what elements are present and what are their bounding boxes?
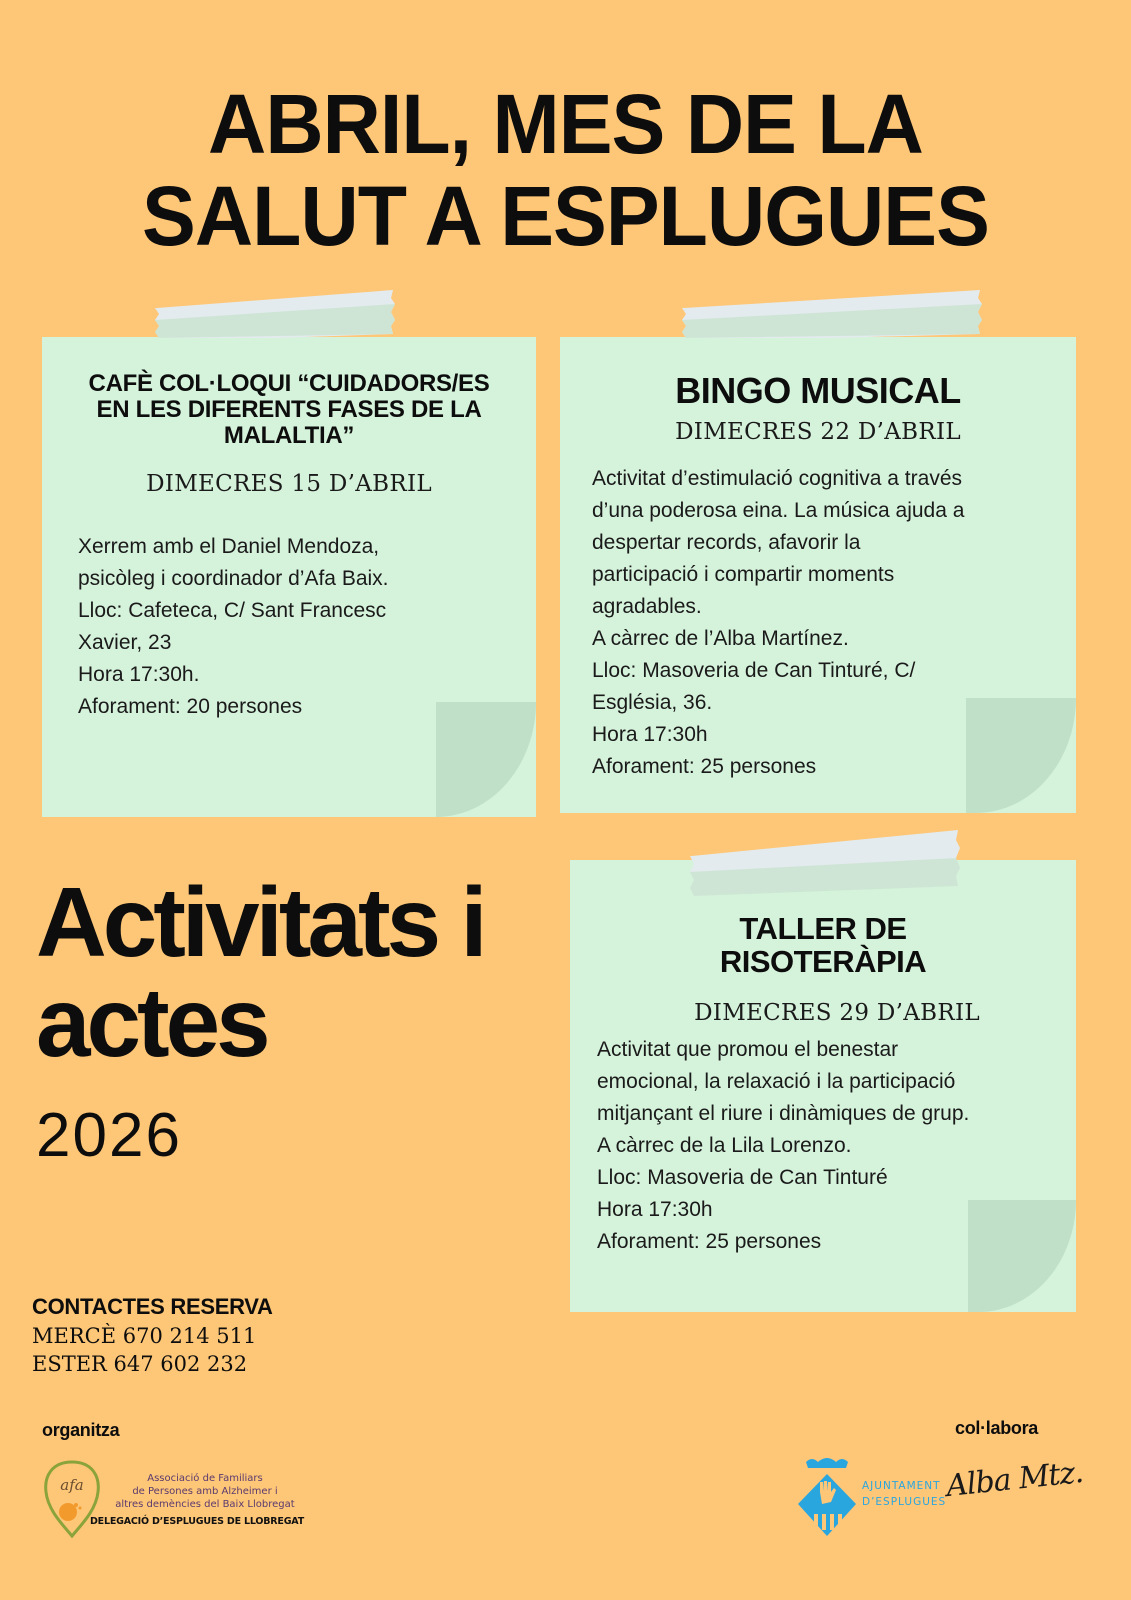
- organitza-label: organitza: [42, 1420, 120, 1440]
- event-title: CAFÈ COL·LOQUI “CUIDADORS/ES EN LES DIFERENTS FASES DE LA MALALTIA”: [88, 370, 490, 449]
- contacts-label: CONTACTES RESERVA: [32, 1294, 273, 1319]
- event-card-bingo-musical: [560, 337, 1076, 813]
- svg-text:afa: afa: [60, 1476, 84, 1494]
- event-description: Activitat que promou el benestar emocional, la relaxació i la participació mitjançant el riure i dinàmiques de grup. A càrrec de la Lila Lorenzo. Lloc: Masoveria de Can Tinturé Hora 17:30h Aforament: 25 persones: [597, 1038, 970, 1253]
- afa-association-name: Associació de Familiars de Persones amb Alzheimer i altres demències del Baix Llobregat: [115, 1473, 295, 1510]
- event-description: Activitat d’estimulació cognitiva a través d’una poderosa eina. La música ajuda a despertar records, afavorir la participació i compartir moments agradables. A càrrec de l’Alba Martínez. Lloc: Masoveria de Can Tinturé, C/ Església, 36. Hora 17:30h Aforament: 25 persones: [592, 467, 965, 778]
- year-label: 2026: [36, 1101, 182, 1170]
- ajuntament-esplugues-name: AJUNTAMENT D’ESPLUGUES: [862, 1480, 947, 1508]
- event-title: TALLER DE RISOTERÀPIA: [719, 911, 927, 979]
- poster-title: [23, 78, 1109, 262]
- collabora-label: col·labora: [955, 1418, 1039, 1438]
- contacts-section: [32, 1294, 273, 1378]
- tape-decoration: [682, 286, 982, 338]
- afa-delegation: DELEGACIÓ D’ESPLUGUES DE LLOBREGAT: [90, 1516, 304, 1527]
- contact-phone-ester: ESTER 647 602 232: [32, 1352, 248, 1376]
- event-date: DIMECRES 15 D’ABRIL: [146, 471, 432, 497]
- event-card-taller-risoterapia: [570, 860, 1076, 1312]
- event-description: Xerrem amb el Daniel Mendoza, psicòleg i coordinador d’Afa Baix. Lloc: Cafeteca, C/ Sant Francesc Xavier, 23 Hora 17:30h. Aforament: 20 persones: [78, 535, 389, 718]
- tape-decoration: [155, 286, 395, 338]
- event-date: DIMECRES 29 D’ABRIL: [694, 1000, 980, 1026]
- activities-heading: Activitats i actes: [36, 867, 484, 1077]
- poster-title-line-2: SALUT A ESPLUGUES: [142, 169, 989, 263]
- event-date: DIMECRES 22 D’ABRIL: [675, 419, 961, 445]
- tape-decoration: [690, 812, 960, 896]
- event-title: BINGO MUSICAL: [675, 370, 961, 411]
- alba-martinez-signature-logo: Alba Mtz.: [944, 1454, 1085, 1505]
- event-card-cafe-colloqui: [42, 337, 536, 817]
- poster-title-line-1: ABRIL, MES DE LA: [208, 77, 923, 171]
- ajuntament-shield-icon: [796, 1452, 858, 1540]
- contact-phone-merce: MERCÈ 670 214 511: [32, 1324, 257, 1348]
